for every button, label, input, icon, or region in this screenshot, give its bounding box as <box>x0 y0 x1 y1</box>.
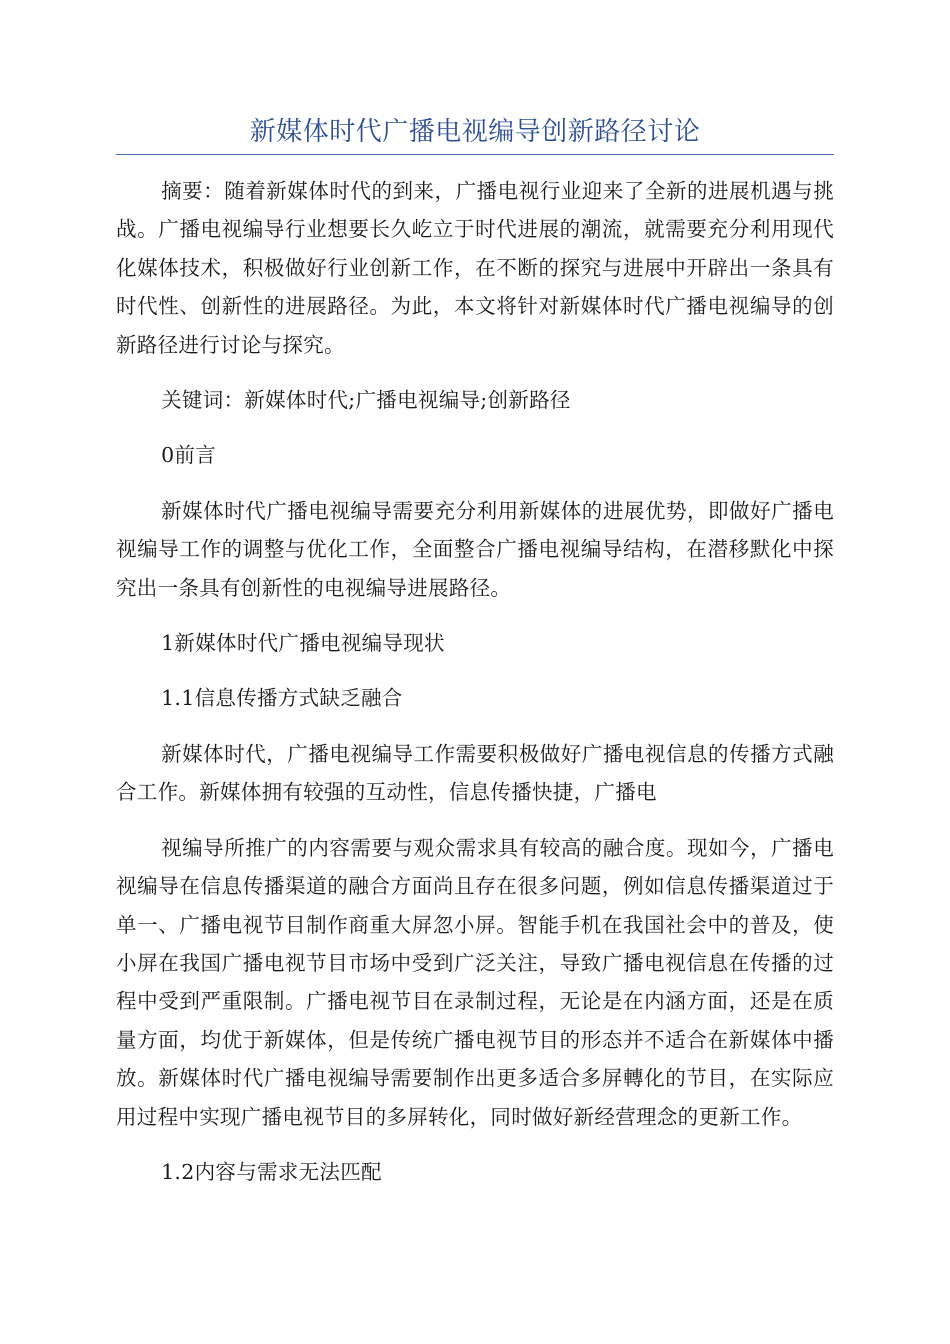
document-body <box>116 172 834 1208</box>
section-heading-1-2: 1.2内容与需求无法匹配 <box>161 1159 382 1184</box>
title-underline <box>116 154 834 155</box>
section-1-1-paragraph-b: 视编导所推广的内容需要与观众需求具有较高的融合度。现如今，广播电视编导在信息传播渠道的融合方面尚且存在很多问题，例如信息传播渠道过于单一、广播电视节目制作商重大屏忽小屏。智能手机在我国社会中的普及，使小屏在我国广播电视节目市场中受到广泛关注，导致广播电视信息在传播的过程中受到严重限制。广播电视节目在录制过程，无论是在内涵方面，还是在质量方面，均优于新媒体，但是传统广播电视节目的形态并不适合在新媒体中播放。新媒体时代广播电视编导需要制作出更多适合多屏轉化的节目，在实际应用过程中实现广播电视节目的多屏转化，同时做好新经营理念的更新工作。 <box>116 835 834 1129</box>
keywords-paragraph: 关键词：新媒体时代;广播电视编导;创新路径 <box>161 388 571 413</box>
section-heading-1: 1新媒体时代广播电视编导现状 <box>161 631 445 656</box>
document-title: 新媒体时代广播电视编导创新路径讨论 <box>249 117 701 147</box>
section-heading-preface: 0前言 <box>161 443 217 468</box>
section-heading-1-1: 1.1信息传播方式缺乏融合 <box>161 686 403 711</box>
abstract-paragraph: 摘要：随着新媒体时代的到来，广播电视行业迎来了全新的进展机遇与挑战。广播电视编导行业想要长久屹立于时代进展的潮流，就需要充分利用现代化媒体技术，积极做好行业创新工作，在不断的探究与进展中开辟出一条具有时代性、创新性的进展路径。为此，本文将针对新媒体时代广播电视编导的创新路径进行讨论与探究。 <box>116 179 834 357</box>
section-1-1-paragraph-a: 新媒体时代，广播电视编导工作需要积极做好广播电视信息的传播方式融合工作。新媒体拥有较强的互动性，信息传播快捷，广播电 <box>116 741 834 805</box>
preface-paragraph: 新媒体时代广播电视编导需要充分利用新媒体的进展优势，即做好广播电视编导工作的调整与优化工作，全面整合广播电视编导结构，在潜移默化中探究出一条具有创新性的电视编导进展路径。 <box>116 498 834 600</box>
